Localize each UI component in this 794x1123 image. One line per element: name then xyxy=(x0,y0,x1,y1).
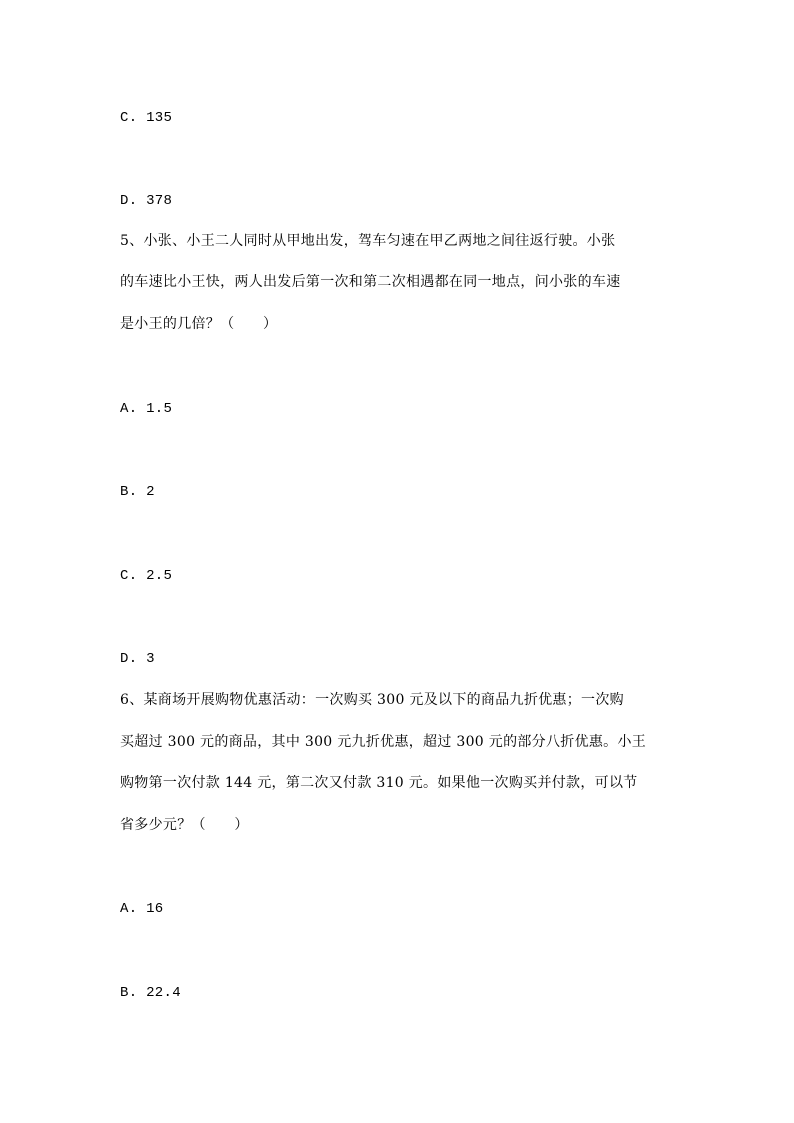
question-6-option-b: B. 22.4 xyxy=(120,985,181,1001)
question-6-line-4: 省多少元？（ ） xyxy=(120,817,249,833)
question-5-line-3: 是小王的几倍？（ ） xyxy=(120,316,278,332)
question-6-line-2: 买超过 300 元的商品，其中 300 元九折优惠，超过 300 元的部分八折优惠。小王 xyxy=(120,734,647,750)
option-d-prev: D. 378 xyxy=(120,193,173,209)
question-6-option-a: A. 16 xyxy=(120,901,164,917)
option-c-prev: C. 135 xyxy=(120,110,173,126)
question-5-option-d: D. 3 xyxy=(120,651,155,667)
question-5-option-a: A. 1.5 xyxy=(120,401,173,417)
question-5-option-c: C. 2.5 xyxy=(120,568,173,584)
question-5-line-1: 5、小张、小王二人同时从甲地出发，驾车匀速在甲乙两地之间往返行驶。小张 xyxy=(120,233,616,249)
question-6-line-3: 购物第一次付款 144 元，第二次又付款 310 元。如果他一次购买并付款，可以节 xyxy=(120,775,638,791)
question-5-line-2: 的车速比小王快，两人出发后第一次和第二次相遇都在同一地点，问小张的车速 xyxy=(120,274,621,290)
question-6-line-1: 6、某商场开展购物优惠活动：一次购买 300 元及以下的商品九折优惠；一次购 xyxy=(120,692,624,708)
question-5-option-b: B. 2 xyxy=(120,484,155,500)
